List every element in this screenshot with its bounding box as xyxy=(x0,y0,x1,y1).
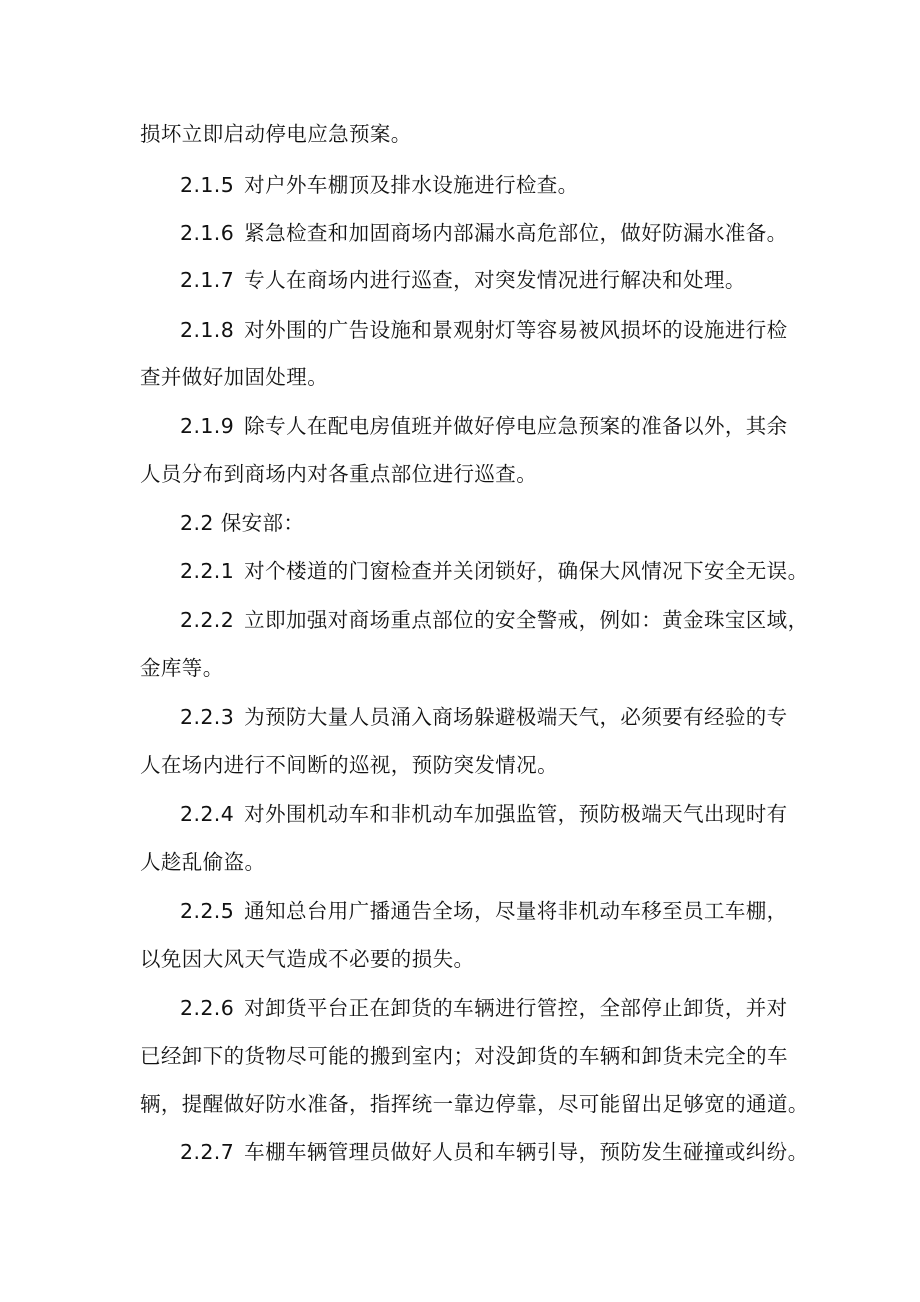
paragraph-text: 已经卸下的货物尽可能的搬到室内；对没卸货的车辆和卸货未完全的车 xyxy=(140,1044,788,1068)
paragraph-text: 对户外车棚顶及排水设施进行检查。 xyxy=(244,173,579,197)
section-number: 2.1.8 xyxy=(180,318,235,342)
paragraph-text: 对个楼道的门窗检查并关闭锁好，确保大风情况下安全无误。 xyxy=(244,559,809,583)
paragraph-2-2-3-continued xyxy=(140,750,558,780)
paragraph-text: 辆，提醒做好防水准备，指挥统一靠边停靠，尽可能留出足够宽的通道。 xyxy=(140,1092,809,1116)
paragraph-2-1-9 xyxy=(180,411,788,441)
paragraph-2-1-8-continued xyxy=(140,362,328,392)
paragraph-2-1-6 xyxy=(180,218,788,248)
paragraph-2-1-8 xyxy=(180,315,788,345)
paragraph-text: 人在场内进行不间断的巡视，预防突发情况。 xyxy=(140,753,558,777)
section-number: 2.2.7 xyxy=(180,1140,235,1164)
paragraph-text: 以免因大风天气造成不必要的损失。 xyxy=(140,947,475,971)
paragraph-text: 对卸货平台正在卸货的车辆进行管控，全部停止卸货，并对 xyxy=(244,996,788,1020)
paragraph-text: 除专人在配电房值班并做好停电应急预案的准备以外，其余 xyxy=(244,414,788,438)
paragraph-2-1-7 xyxy=(180,265,746,295)
paragraph-2-2-4 xyxy=(180,799,788,829)
section-number: 2.2.5 xyxy=(180,899,235,923)
paragraph-2-1-5 xyxy=(180,170,579,200)
section-number: 2.2.2 xyxy=(180,608,235,632)
paragraph-2-2-6 xyxy=(180,993,788,1023)
section-number: 2.2.3 xyxy=(180,705,235,729)
paragraph-2-2-5-continued xyxy=(140,944,474,974)
paragraph-2-2-1 xyxy=(180,556,808,586)
paragraph-text: 紧急检查和加固商场内部漏水高危部位，做好防漏水准备。 xyxy=(244,221,788,245)
paragraph-2-2-5 xyxy=(180,896,788,926)
paragraph-text: 金库等。 xyxy=(140,656,224,680)
section-number: 2.2.4 xyxy=(180,802,235,826)
paragraph-text: 通知总台用广播通告全场，尽量将非机动车移至员工车棚， xyxy=(244,899,788,923)
paragraph-text: 人趁乱偷盗。 xyxy=(140,850,266,874)
section-number: 2.1.7 xyxy=(180,268,235,292)
paragraph-2-2-2 xyxy=(180,605,808,635)
paragraph-text: 人员分布到商场内对各重点部位进行巡查。 xyxy=(140,462,538,486)
paragraph-text: 对外围机动车和非机动车加强监管，预防极端天气出现时有 xyxy=(244,802,788,826)
section-heading-2-2 xyxy=(180,508,304,538)
section-heading: 2.2 保安部： xyxy=(180,511,305,535)
paragraph-text: 损坏立即启动停电应急预案。 xyxy=(140,122,412,146)
paragraph-2-2-4-continued xyxy=(140,847,265,877)
paragraph-2-2-3 xyxy=(180,702,788,732)
paragraph-2-2-2-continued xyxy=(140,653,224,683)
paragraph-text: 立即加强对商场重点部位的安全警戒，例如：黄金珠宝区域， xyxy=(244,608,809,632)
paragraph-text: 车棚车辆管理员做好人员和车辆引导，预防发生碰撞或纠纷。 xyxy=(244,1140,809,1164)
paragraph-continuation xyxy=(140,119,412,149)
section-number: 2.2.6 xyxy=(180,996,235,1020)
section-number: 2.1.9 xyxy=(180,414,235,438)
paragraph-text: 专人在商场内进行巡查，对突发情况进行解决和处理。 xyxy=(244,268,746,292)
paragraph-text: 为预防大量人员涌入商场躲避极端天气，必须要有经验的专 xyxy=(244,705,788,729)
paragraph-2-2-7 xyxy=(180,1137,808,1167)
paragraph-2-1-9-continued xyxy=(140,459,537,489)
paragraph-text: 对外围的广告设施和景观射灯等容易被风损坏的设施进行检 xyxy=(244,318,788,342)
section-number: 2.1.5 xyxy=(180,173,235,197)
paragraph-2-2-6-continued-1 xyxy=(140,1041,788,1071)
section-number: 2.2.1 xyxy=(180,559,235,583)
paragraph-text: 查并做好加固处理。 xyxy=(140,365,329,389)
section-number: 2.1.6 xyxy=(180,221,235,245)
paragraph-2-2-6-continued-2 xyxy=(140,1089,809,1119)
